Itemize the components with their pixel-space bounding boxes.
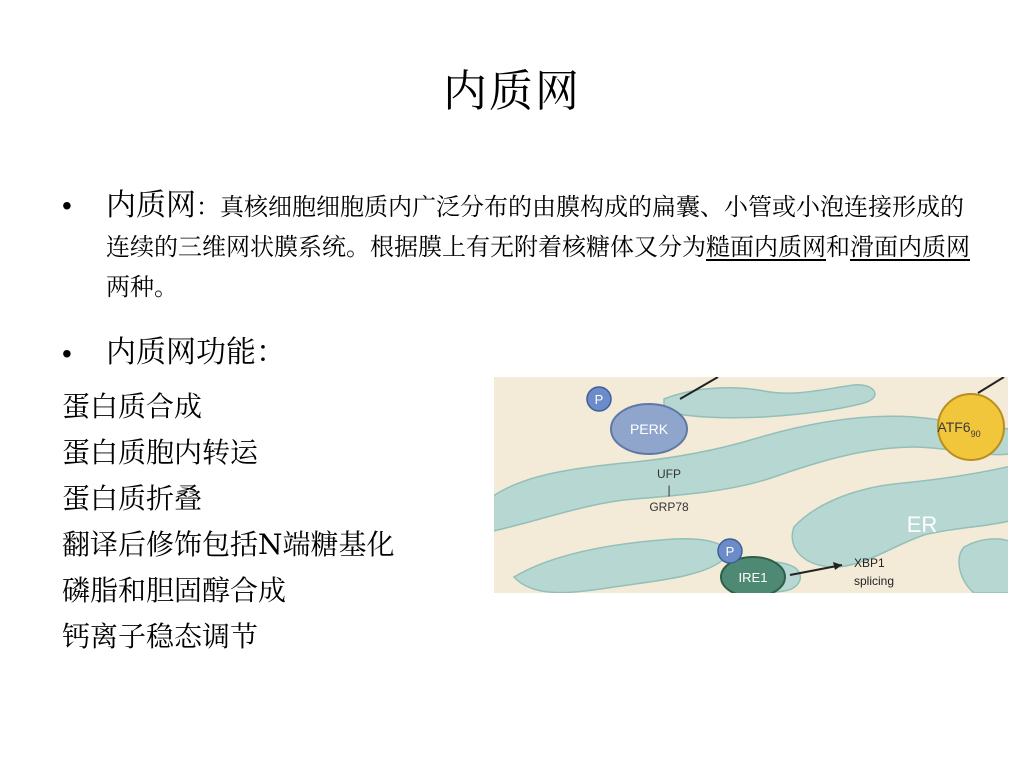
definition-term: 内质网: [106, 188, 196, 223]
function-item: 蛋白质合成: [62, 390, 203, 423]
definition-text: 真核细胞细胞质内广泛分布的由膜构成的扁囊、小管或小泡连接形成的连续的三维网状膜系统。根据膜上有无附着核糖体又分为: [106, 193, 964, 261]
perk-phospho-label: P: [594, 392, 604, 407]
bullet-marker: •: [62, 338, 72, 369]
er-diagram: [494, 377, 1008, 593]
rough-er-term: 糙面内质网: [706, 233, 826, 261]
smooth-er-term: 滑面内质网: [850, 233, 970, 261]
atf6-label-sub: 90: [970, 429, 981, 439]
function-item: 磷脂和胆固醇合成: [62, 574, 287, 607]
function-item: 蛋白质折叠: [62, 482, 203, 515]
ufp-grp78-bar: |: [667, 483, 671, 497]
definition-paragraph: [106, 186, 986, 307]
functions-list: [62, 384, 395, 660]
splicing-label: splicing: [854, 574, 895, 588]
grp78-label: GRP78: [649, 500, 689, 514]
slide-title: 内质网: [443, 66, 581, 117]
xbp1-label: XBP1: [854, 556, 885, 570]
functions-heading: 内质网功能：: [106, 335, 286, 370]
ire1-label: IRE1: [738, 570, 768, 585]
definition-conjunction: 和: [826, 233, 850, 261]
function-item: 蛋白质胞内转运: [62, 436, 259, 469]
definition-colon: ：: [196, 193, 220, 221]
function-item: 钙离子稳态调节: [62, 620, 259, 653]
er-stress-figure: [494, 377, 1008, 593]
definition-ending: 两种。: [106, 273, 178, 301]
ire1-phospho-label: P: [725, 544, 735, 559]
ufp-label: UFP: [657, 467, 681, 481]
bullet-marker: •: [62, 190, 72, 221]
atf6-label-main: ATF6: [937, 419, 971, 435]
perk-label: PERK: [629, 421, 669, 437]
er-label: ER: [906, 512, 938, 537]
function-item: 翻译后修饰包括N端糖基化: [62, 528, 395, 561]
